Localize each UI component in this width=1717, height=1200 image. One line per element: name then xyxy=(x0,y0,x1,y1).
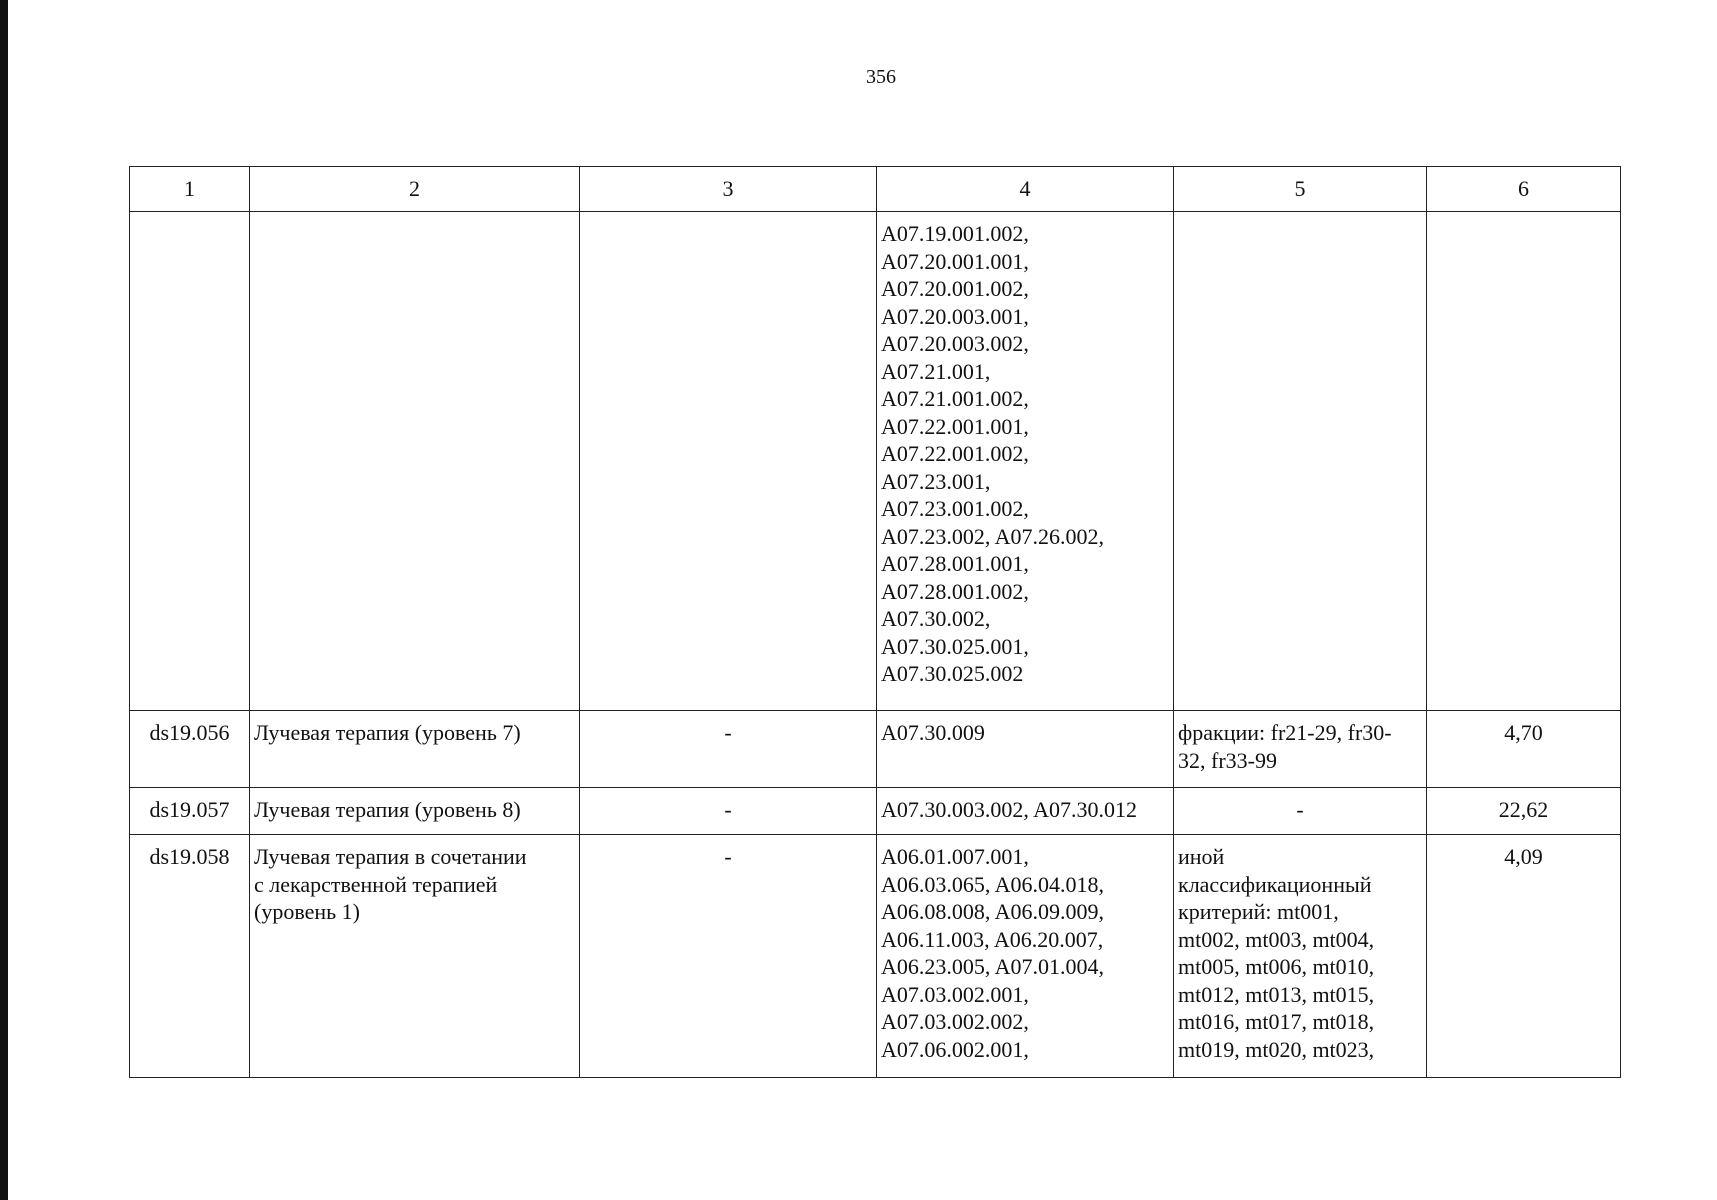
service-line: A07.23.001.002, xyxy=(881,496,1029,521)
col3-cell: - xyxy=(580,711,877,788)
col3-cell: - xyxy=(580,835,877,1078)
service-line: A07.30.002, xyxy=(881,606,991,631)
services-cell xyxy=(877,212,1174,711)
header-cell: 5 xyxy=(1174,167,1427,212)
service-line: A07.21.001, xyxy=(881,358,991,384)
data-table xyxy=(129,166,1621,1078)
table-row xyxy=(130,711,1621,788)
criteria-line: 32, fr33-99 xyxy=(1178,747,1277,773)
col3-cell: - xyxy=(580,788,877,835)
header-cell: 3 xyxy=(580,167,877,212)
service-line: A07.20.003.001, xyxy=(881,303,1029,329)
name-line: (уровень 1) xyxy=(254,899,360,924)
service-line: A07.28.001.002, xyxy=(881,578,1029,604)
coefficient-cell: 22,62 xyxy=(1427,788,1621,835)
criteria-cell xyxy=(1174,835,1427,1078)
page-number: 356 xyxy=(866,66,896,88)
criteria-line: mt002, mt003, mt004, xyxy=(1178,926,1375,952)
code-cell xyxy=(130,212,250,711)
service-line: A07.20.003.002, xyxy=(881,331,1029,356)
code-cell: ds19.057 xyxy=(130,788,250,835)
name-line: Лучевая терапия в сочетании xyxy=(254,844,527,869)
name-cell xyxy=(250,711,580,788)
service-line: A07.20.001.001, xyxy=(881,248,1029,274)
name-line: Лучевая терапия (уровень 8) xyxy=(254,797,521,822)
service-line: A07.22.001.001, xyxy=(881,413,1029,439)
table-row xyxy=(130,835,1621,1078)
criteria-line: mt019, mt020, mt023, xyxy=(1178,1036,1375,1062)
services-cell xyxy=(877,788,1174,835)
service-line: A07.30.025.001, xyxy=(881,633,1029,659)
service-line: A07.03.002.001, xyxy=(881,981,1029,1007)
criteria-line: mt005, mt006, mt010, xyxy=(1178,954,1375,979)
service-line: A07.06.002.001, xyxy=(881,1036,1029,1062)
criteria-line: классификационный xyxy=(1178,871,1372,897)
table-row xyxy=(130,788,1621,835)
criteria-line: mt016, mt017, mt018, xyxy=(1178,1009,1375,1034)
name-cell xyxy=(250,212,580,711)
name-line: Лучевая терапия (уровень 7) xyxy=(254,720,521,745)
name-cell xyxy=(250,788,580,835)
service-line: A06.01.007.001, xyxy=(881,844,1029,869)
service-line: A07.03.002.002, xyxy=(881,1009,1029,1034)
service-line: A07.30.009 xyxy=(881,720,985,745)
coefficient-cell: 4,09 xyxy=(1427,835,1621,1078)
header-cell: 6 xyxy=(1427,167,1621,212)
header-cell: 1 xyxy=(130,167,250,212)
service-line: A07.19.001.002, xyxy=(881,221,1029,246)
coefficient-cell: 4,70 xyxy=(1427,711,1621,788)
services-cell xyxy=(877,835,1174,1078)
criteria-line: mt012, mt013, mt015, xyxy=(1178,981,1375,1007)
criteria-line: иной xyxy=(1178,844,1225,869)
service-line: A07.30.025.002 xyxy=(881,661,1024,686)
header-row xyxy=(130,167,1621,212)
service-line: A07.23.001, xyxy=(881,468,991,494)
header-cell: 2 xyxy=(250,167,580,212)
col3-cell xyxy=(580,212,877,711)
code-cell: ds19.058 xyxy=(130,835,250,1078)
criteria-cell xyxy=(1174,711,1427,788)
service-line: A07.30.003.002, A07.30.012 xyxy=(881,797,1138,822)
service-line: A07.23.002, A07.26.002, xyxy=(881,523,1105,549)
criteria-cell: - xyxy=(1174,788,1427,835)
service-line: A07.21.001.002, xyxy=(881,386,1029,411)
criteria-line: фракции: fr21-29, fr30- xyxy=(1178,720,1392,745)
name-cell xyxy=(250,835,580,1078)
service-line: A07.28.001.001, xyxy=(881,551,1029,576)
header-cell: 4 xyxy=(877,167,1174,212)
service-line: A06.03.065, A06.04.018, xyxy=(881,871,1105,897)
coefficient-cell xyxy=(1427,212,1621,711)
services-cell xyxy=(877,711,1174,788)
criteria-cell xyxy=(1174,212,1427,711)
scan-edge xyxy=(0,0,8,1200)
service-line: A06.11.003, A06.20.007, xyxy=(881,926,1104,952)
service-line: A06.08.008, A06.09.009, xyxy=(881,899,1105,924)
code-cell: ds19.056 xyxy=(130,711,250,788)
criteria-line: критерий: mt001, xyxy=(1178,899,1339,924)
name-line: с лекарственной терапией xyxy=(254,871,498,897)
service-line: A07.22.001.002, xyxy=(881,441,1029,466)
service-line: A07.20.001.002, xyxy=(881,276,1029,301)
table-row xyxy=(130,212,1621,711)
service-line: A06.23.005, A07.01.004, xyxy=(881,954,1105,979)
